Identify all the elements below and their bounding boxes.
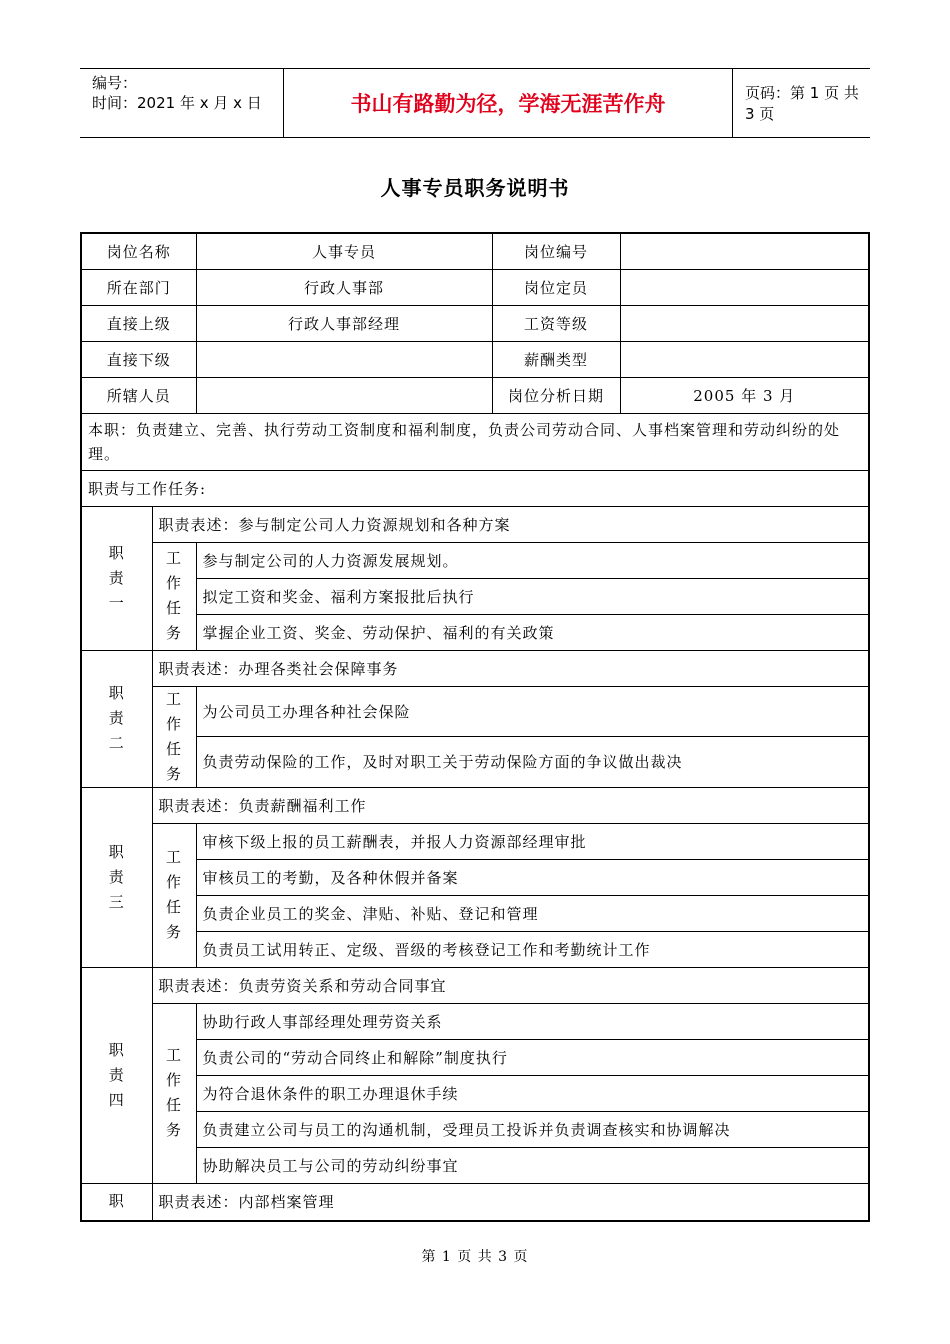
vertical-text: 职 责 一 <box>108 543 125 612</box>
info-value: 人事专员 <box>196 233 492 269</box>
duty-desc-row <box>81 967 869 1003</box>
task-item: 审核员工的考勤，及各种休假并备案 <box>196 859 869 895</box>
task-item: 审核下级上报的员工薪酬表，并报人力资源部经理审批 <box>196 823 869 859</box>
duty-description: 职责表述：办理各类社会保障事务 <box>152 650 869 686</box>
info-value: 行政人事部经理 <box>196 305 492 341</box>
duty-task-row <box>81 614 869 650</box>
page-footer: 第 1 页 共 3 页 <box>421 1249 529 1265</box>
duty-task-row <box>81 1039 869 1075</box>
task-label <box>152 1003 196 1183</box>
serial-label: 编号： <box>92 74 138 92</box>
task-item: 参与制定公司的人力资源发展规划。 <box>196 542 869 578</box>
duty-task-row <box>81 1147 869 1183</box>
duty-label <box>81 1183 152 1221</box>
info-key: 岗位分析日期 <box>492 377 620 413</box>
vertical-text: 职 责 二 <box>108 684 125 752</box>
page-number-label: 页码：第 1 页 共 3 页 <box>745 84 859 123</box>
duty-description: 职责表述：内部档案管理 <box>152 1183 869 1221</box>
task-item: 为符合退休条件的职工办理退休手续 <box>196 1075 869 1111</box>
task-label <box>152 542 196 650</box>
info-value <box>196 341 492 377</box>
duty-task-row <box>81 859 869 895</box>
task-item: 负责劳动保险的工作，及时对职工关于劳动保险方面的争议做出裁决 <box>196 737 869 788</box>
page-header <box>80 68 870 138</box>
duty-task-row <box>81 1111 869 1147</box>
info-key: 岗位编号 <box>492 233 620 269</box>
info-value <box>196 377 492 413</box>
duty-task-row <box>81 578 869 614</box>
task-item: 为公司员工办理各种社会保险 <box>196 686 869 737</box>
info-value <box>620 341 869 377</box>
duty-desc-row <box>81 650 869 686</box>
duty-desc-row <box>81 506 869 542</box>
info-row <box>81 341 869 377</box>
duty-task-row <box>81 686 869 737</box>
duty-task-row <box>81 895 869 931</box>
vertical-text: 工 作 任 务 <box>166 549 183 642</box>
duty-task-row <box>81 1075 869 1111</box>
info-key: 工资等级 <box>492 305 620 341</box>
task-item: 协助行政人事部经理处理劳资关系 <box>196 1003 869 1039</box>
vertical-text: 职 责 三 <box>108 842 125 911</box>
job-summary: 本职：负责建立、完善、执行劳动工资制度和福利制度，负责公司劳动合同、人事档案管理和劳动纠纷的处理。 <box>81 413 869 470</box>
info-key: 岗位定员 <box>492 269 620 305</box>
vertical-text: 工 作 任 务 <box>166 1046 183 1139</box>
task-item: 负责公司的“劳动合同终止和解除”制度执行 <box>196 1039 869 1075</box>
duty-description: 职责表述：负责薪酬福利工作 <box>152 787 869 823</box>
task-item: 负责建立公司与员工的沟通机制，受理员工投诉并负责调查核实和协调解决 <box>196 1111 869 1147</box>
info-row <box>81 377 869 413</box>
header-meta <box>80 69 283 137</box>
duty-task-row <box>81 737 869 788</box>
info-value: 行政人事部 <box>196 269 492 305</box>
info-value <box>620 269 869 305</box>
info-key: 直接下级 <box>81 341 196 377</box>
duties-header-row <box>81 470 869 506</box>
info-row <box>81 305 869 341</box>
info-key: 所辖人员 <box>81 377 196 413</box>
info-value <box>620 305 869 341</box>
task-label <box>152 686 196 787</box>
motto: 书山有路勤为径，学海无涯苦作舟 <box>283 69 733 137</box>
vertical-text: 工 作 任 务 <box>166 848 183 941</box>
duty-label <box>81 787 152 967</box>
info-value: 2005 年 3 月 <box>620 377 869 413</box>
task-item: 拟定工资和奖金、福利方案报批后执行 <box>196 578 869 614</box>
duty-task-row <box>81 931 869 967</box>
duty-label <box>81 650 152 787</box>
job-description-table <box>80 232 870 1222</box>
info-row <box>81 233 869 269</box>
vertical-text: 职 <box>108 1192 125 1211</box>
duties-header: 职责与工作任务: <box>81 470 869 506</box>
duty-description: 职责表述：参与制定公司人力资源规划和各种方案 <box>152 506 869 542</box>
duty-description: 职责表述：负责劳资关系和劳动合同事宜 <box>152 967 869 1003</box>
info-row <box>81 269 869 305</box>
info-key: 岗位名称 <box>81 233 196 269</box>
vertical-text: 职 责 四 <box>108 1040 125 1109</box>
task-item: 负责员工试用转正、定级、晋级的考核登记工作和考勤统计工作 <box>196 931 869 967</box>
document-title: 人事专员职务说明书 <box>380 176 570 200</box>
duty-task-row <box>81 542 869 578</box>
duty-task-row <box>81 823 869 859</box>
task-item: 负责企业员工的奖金、津贴、补贴、登记和管理 <box>196 895 869 931</box>
info-value <box>620 233 869 269</box>
duty-desc-row <box>81 1183 869 1221</box>
task-label <box>152 823 196 967</box>
task-item: 掌握企业工资、奖金、劳动保护、福利的有关政策 <box>196 614 869 650</box>
info-key: 薪酬类型 <box>492 341 620 377</box>
info-key: 直接上级 <box>81 305 196 341</box>
date-label: 时间：2021 年 x 月 x 日 <box>92 94 262 112</box>
task-item: 协助解决员工与公司的劳动纠纷事宜 <box>196 1147 869 1183</box>
summary-row <box>81 413 869 470</box>
vertical-text: 工 作 任 务 <box>166 689 183 783</box>
duty-label <box>81 967 152 1183</box>
info-key: 所在部门 <box>81 269 196 305</box>
duty-label <box>81 506 152 650</box>
duty-task-row <box>81 1003 869 1039</box>
duty-desc-row <box>81 787 869 823</box>
